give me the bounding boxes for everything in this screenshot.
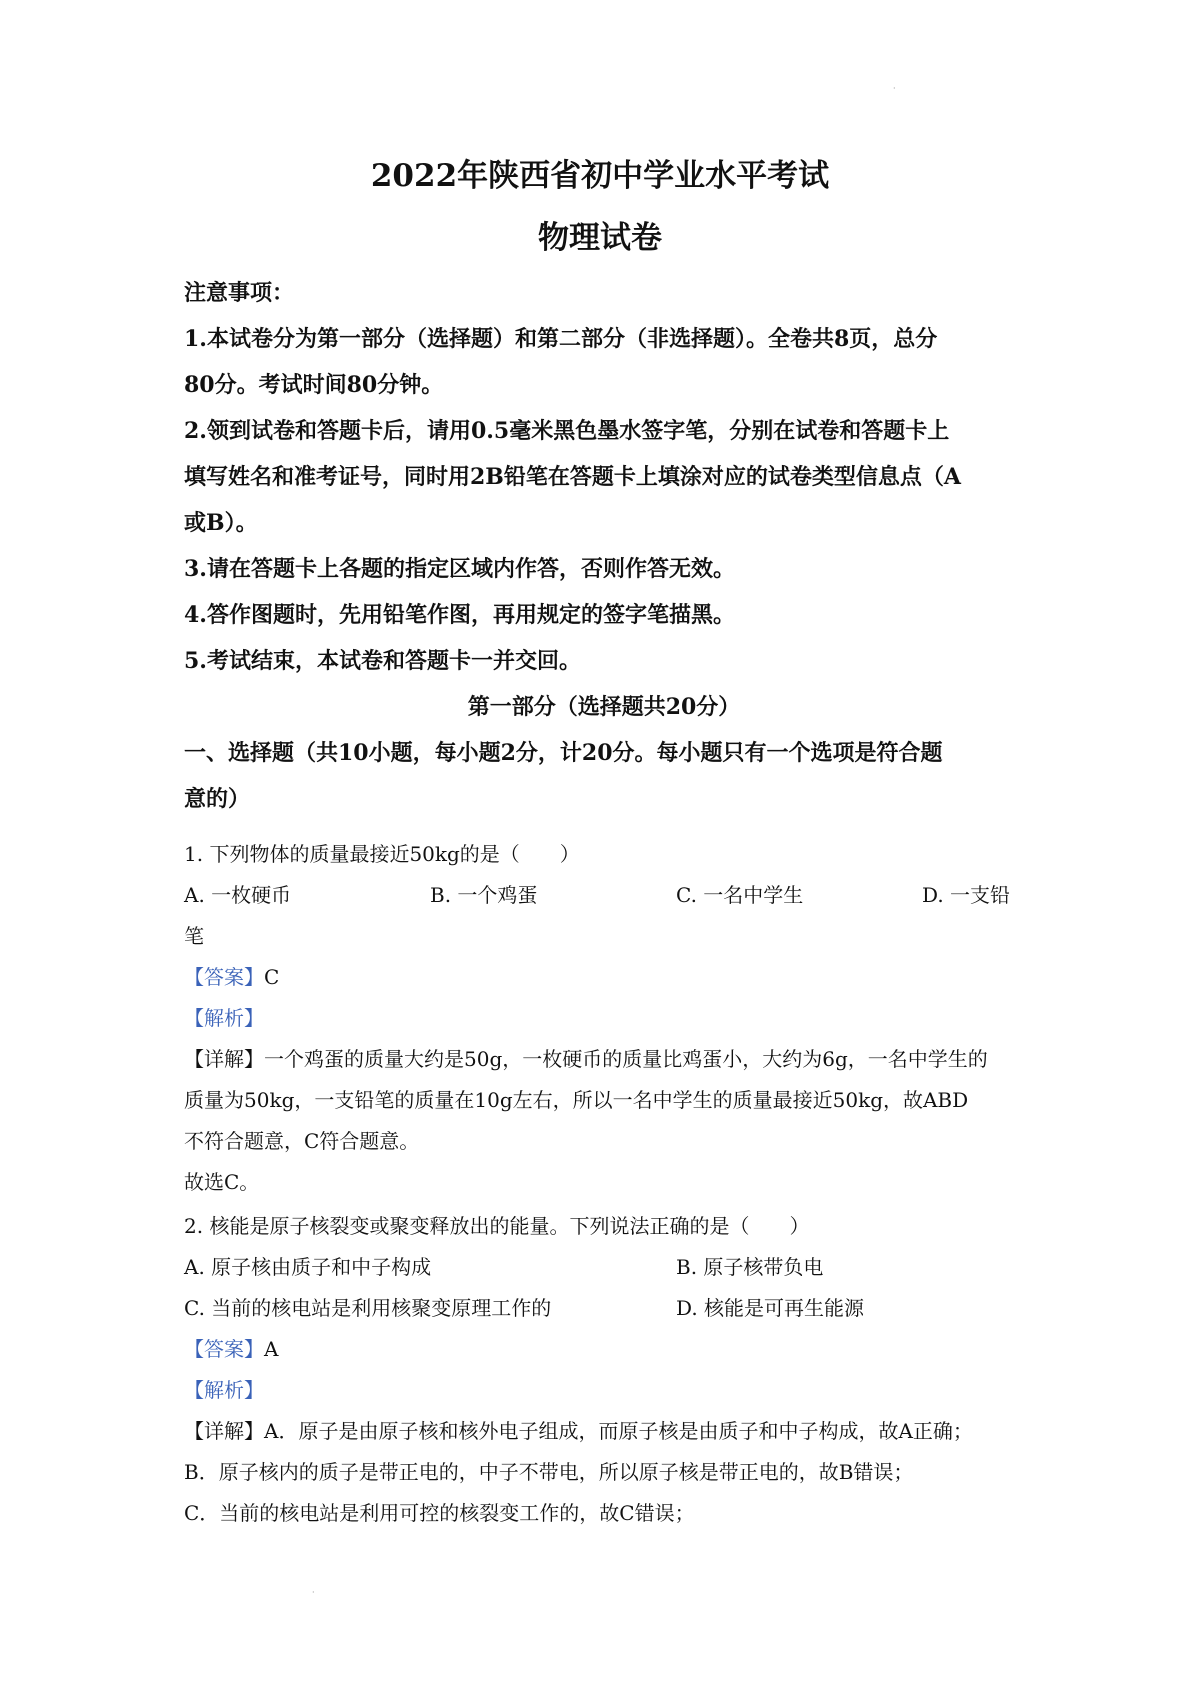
notice-line: 填写姓名和准考证号，同时用2B铅笔在答题卡上填涂对应的试卷类型信息点（A <box>184 464 961 490</box>
option-d: D. 核能是可再生能源 <box>676 1296 865 1320</box>
notice-line: 80分。考试时间80分钟。 <box>184 372 444 398</box>
option-c: C. 一名中学生 <box>676 883 804 907</box>
option-c: C. 当前的核电站是利用核聚变原理工作的 <box>184 1296 552 1320</box>
detail-label: 【详解】 <box>184 1047 264 1071</box>
exam-subtitle: 物理试卷 <box>538 220 662 256</box>
answer-value: A <box>264 1337 279 1361</box>
option-a: A. 原子核由质子和中子构成 <box>184 1255 432 1279</box>
analysis-label: 【解析】 <box>184 1378 264 1402</box>
options-row <box>184 1288 1024 1329</box>
option-wrap: 笔 <box>184 924 204 948</box>
question-1 <box>184 834 1024 1203</box>
notice-heading: 注意事项： <box>184 280 295 306</box>
options-row <box>184 1247 1024 1288</box>
detail-line: 质量为50kg，一支铅笔的质量在10g左右，所以一名中学生的质量最接近50kg，故ABD <box>184 1088 969 1112</box>
options-row <box>184 875 1024 916</box>
notice-line: 2.领到试卷和答题卡后，请用0.5毫米黑色墨水签字笔，分别在试卷和答题卡上 <box>184 418 950 444</box>
section-heading: 一、选择题（共10小题，每小题2分，计20分。每小题只有一个选项是符合题 <box>184 740 943 766</box>
notice-line: 4.答作图题时，先用铅笔作图，再用规定的签字笔描黑。 <box>184 602 735 628</box>
notice-line: 1.本试卷分为第一部分（选择题）和第二部分（非选择题）。全卷共8页，总分 <box>184 326 938 352</box>
notice-section <box>184 270 1024 822</box>
section-heading: 意的） <box>184 786 251 812</box>
detail-line: 故选C。 <box>184 1170 260 1194</box>
exam-title: 2022年陕西省初中学业水平考试 <box>370 158 830 194</box>
answer-value: C <box>264 965 280 989</box>
detail-line: 【详解】一个鸡蛋的质量大约是50g，一枚硬币的质量比鸡蛋小，大约为6g，一名中学生的 <box>184 1047 988 1071</box>
scan-dot: · <box>312 1588 315 1597</box>
answer-label: 【答案】 <box>184 1337 264 1361</box>
detail-label: 【详解】 <box>184 1419 264 1443</box>
detail-line: 【详解】A．原子是由原子核和核外电子组成，而原子核是由质子和中子构成，故A正确； <box>184 1419 973 1443</box>
question-stem: 2. 核能是原子核裂变或聚变释放出的能量。下列说法正确的是（ ） <box>184 1214 810 1238</box>
answer-line <box>184 1329 1024 1370</box>
scan-dot: · <box>893 84 896 93</box>
option-d: D. 一支铅 <box>922 883 1011 907</box>
answer-label: 【答案】 <box>184 965 264 989</box>
detail-line: C．当前的核电站是利用可控的核裂变工作的，故C错误； <box>184 1501 695 1525</box>
question-stem: 1. 下列物体的质量最接近50kg的是（ ） <box>184 842 580 866</box>
answer-line <box>184 957 1024 998</box>
part1-heading: 第一部分（选择题共20分） <box>467 694 741 720</box>
notice-line: 3.请在答题卡上各题的指定区域内作答，否则作答无效。 <box>184 556 735 582</box>
notice-line: 或B）。 <box>184 510 258 536</box>
detail-line: 不符合题意，C符合题意。 <box>184 1129 420 1153</box>
detail-line: B．原子核内的质子是带正电的，中子不带电，所以原子核是带正电的，故B错误； <box>184 1460 914 1484</box>
question-2 <box>184 1206 1024 1534</box>
notice-line: 5.考试结束，本试卷和答题卡一并交回。 <box>184 648 581 674</box>
analysis-label: 【解析】 <box>184 1006 264 1030</box>
option-b: B. 一个鸡蛋 <box>430 883 538 907</box>
option-b: B. 原子核带负电 <box>676 1255 824 1279</box>
option-a: A. 一枚硬币 <box>184 883 292 907</box>
